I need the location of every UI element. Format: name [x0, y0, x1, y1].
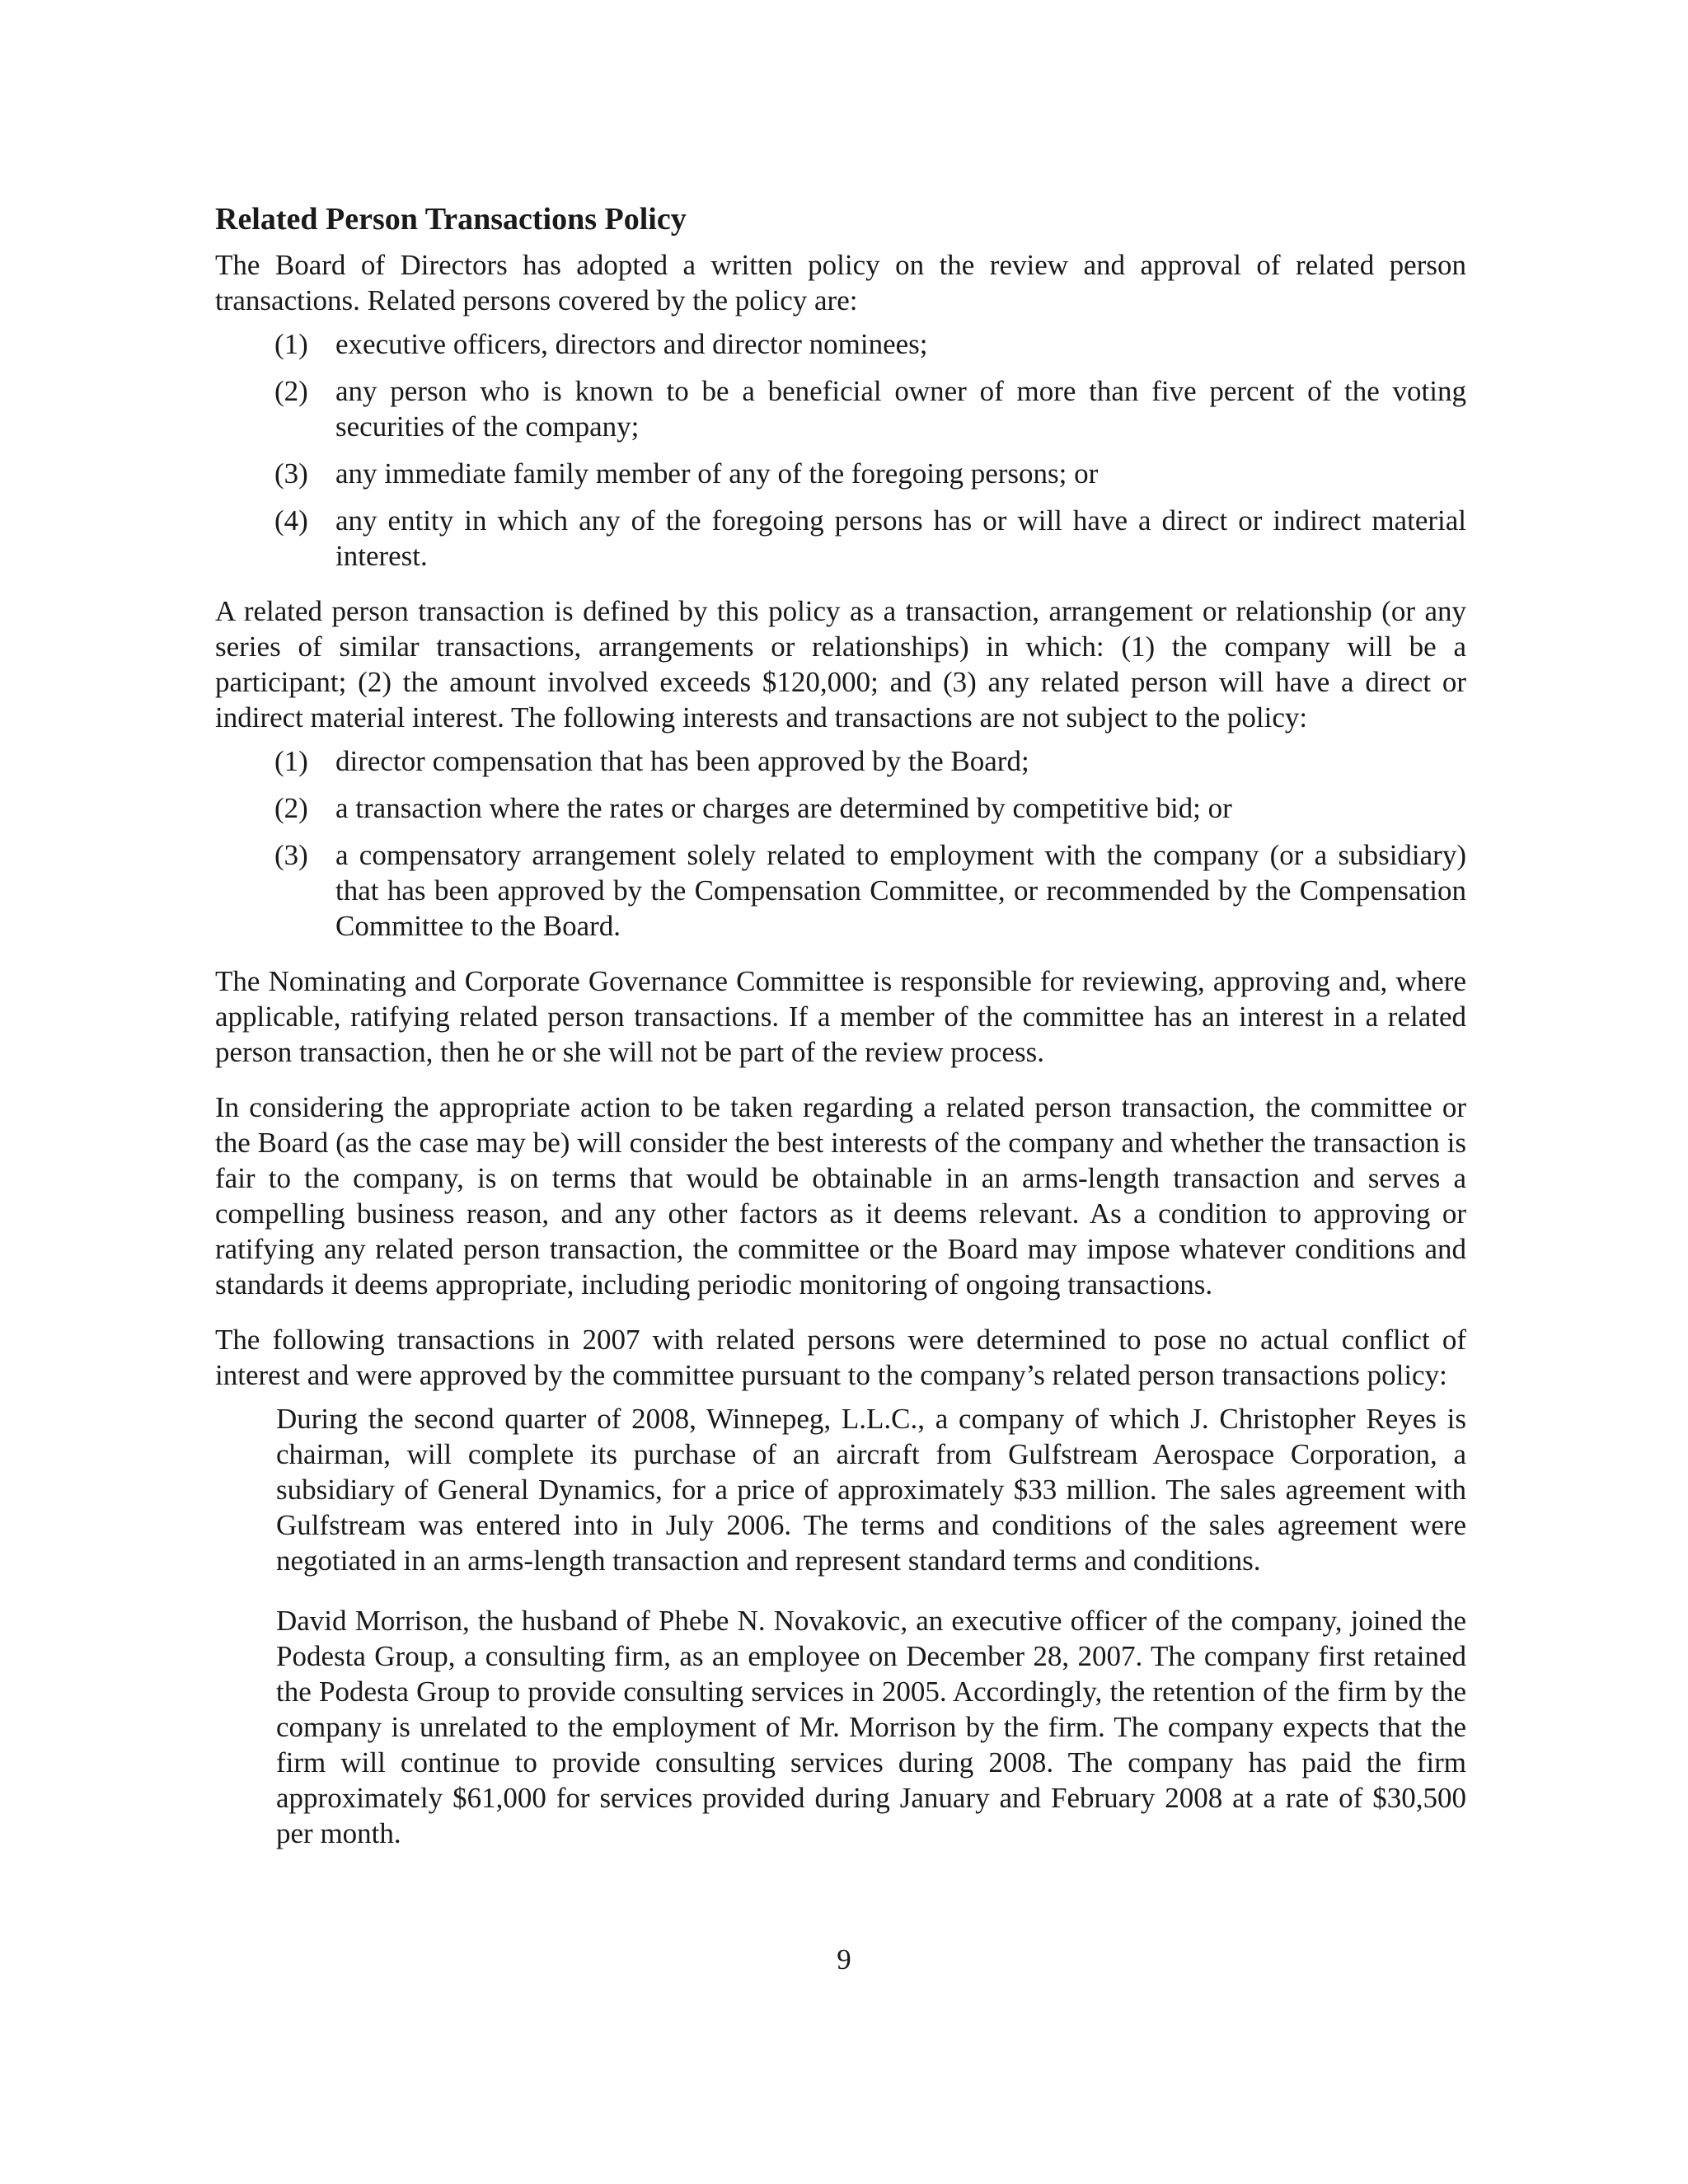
list-item-text: any person who is known to be a beneficial owner of more than five percent of the voting securities of the company;: [335, 375, 1466, 443]
list-item-number: (4): [274, 504, 308, 537]
list-item: [215, 373, 1466, 444]
list-item: [215, 837, 1466, 944]
list-item-text: a transaction where the rates or charges are determined by competitive bid; or: [335, 792, 1232, 824]
list-item-text: a compensatory arrangement solely related to employment with the company (or a subsidiary) that has been approved by the Compensation Committee, or recommended by the Compensation Committee to the Board.: [335, 839, 1466, 942]
section-heading: Related Person Transactions Policy: [215, 202, 687, 237]
page-number: 9: [837, 1943, 851, 1975]
considerations-paragraph: In considering the appropriate action to be taken regarding a related person transaction, the committee or the Board (as the case may be) will consider the best interests of the company and whether the transaction is fair to the company, is on terms that would be obtainable in an arms-length transaction and serves a compelling business reason, and any other factors as it deems relevant. As a condition to approving or ratifying any related person transaction, the committee or the Board may impose whatever conditions and standards it deems appropriate, including periodic monitoring of ongoing transactions.: [215, 1091, 1466, 1301]
list-item-text: any immediate family member of any of the foregoing persons; or: [335, 457, 1099, 490]
list-item-number: (3): [274, 839, 308, 871]
committee-paragraph: The Nominating and Corporate Governance Committee is responsible for reviewing, approving and, where applicable, ratifying related person transactions. If a member of the committee has an interest in a related person transaction, then he or she will not be part of the review process.: [215, 965, 1466, 1068]
definition-paragraph: A related person transaction is defined by this policy as a transaction, arrangement or relationship (or any series of similar transactions, arrangements or relationships) in which: (1) the company will be a participant; (2) the amount involved exceeds $120,000; and (3) any related person will have a direct or indirect material interest. The following interests and transactions are not subject to the policy:: [215, 595, 1466, 733]
list-item-number: (3): [274, 457, 308, 490]
list-item-text: any entity in which any of the foregoing persons has or will have a direct or indirect material interest.: [335, 504, 1466, 572]
transaction-paragraph: David Morrison, the husband of Phebe N. Novakovic, an executive officer of the company, joined the Podesta Group, a consulting firm, as an employee on December 28, 2007. The company first retained the Podesta Group to provide consulting services in 2005. Accordingly, the retention of the firm by the company is unrelated to the employment of Mr. Morrison by the firm. The company expects that the firm will continue to provide consulting services during 2008. The company has paid the firm approximately $61,000 for services provided during January and February 2008 at a rate of $30,500 per month.: [276, 1605, 1466, 1849]
list-item-number: (1): [274, 328, 308, 360]
transaction-paragraph: During the second quarter of 2008, Winnepeg, L.L.C., a company of which J. Christopher Reyes is chairman, will complete its purchase of an aircraft from Gulfstream Aerospace Corporation, a subsidiary of General Dynamics, for a price of approximately $33 million. The sales agreement with Gulfstream was entered into in July 2006. The terms and conditions of the sales agreement were negotiated in an arms-length transaction and represent standard terms and conditions.: [276, 1403, 1466, 1577]
list-item-text: executive officers, directors and director nominees;: [335, 328, 928, 360]
exclusions-list: [215, 743, 1466, 944]
list-item: [215, 790, 1466, 826]
list-item-number: (1): [274, 745, 308, 777]
covered-persons-list: [215, 326, 1466, 574]
list-item: [215, 503, 1466, 574]
list-item-text: director compensation that has been approved by the Board;: [335, 745, 1029, 777]
transactions-intro-paragraph: The following transactions in 2007 with related persons were determined to pose no actual conflict of interest and were approved by the committee pursuant to the company’s related person transactions policy:: [215, 1324, 1466, 1391]
list-item: [215, 456, 1466, 491]
intro-paragraph: The Board of Directors has adopted a written policy on the review and approval of related person transactions. Related persons covered by the policy are:: [215, 249, 1466, 316]
list-item-number: (2): [274, 792, 308, 824]
list-item: [215, 743, 1466, 779]
list-item-number: (2): [274, 375, 308, 407]
list-item: [215, 326, 1466, 362]
